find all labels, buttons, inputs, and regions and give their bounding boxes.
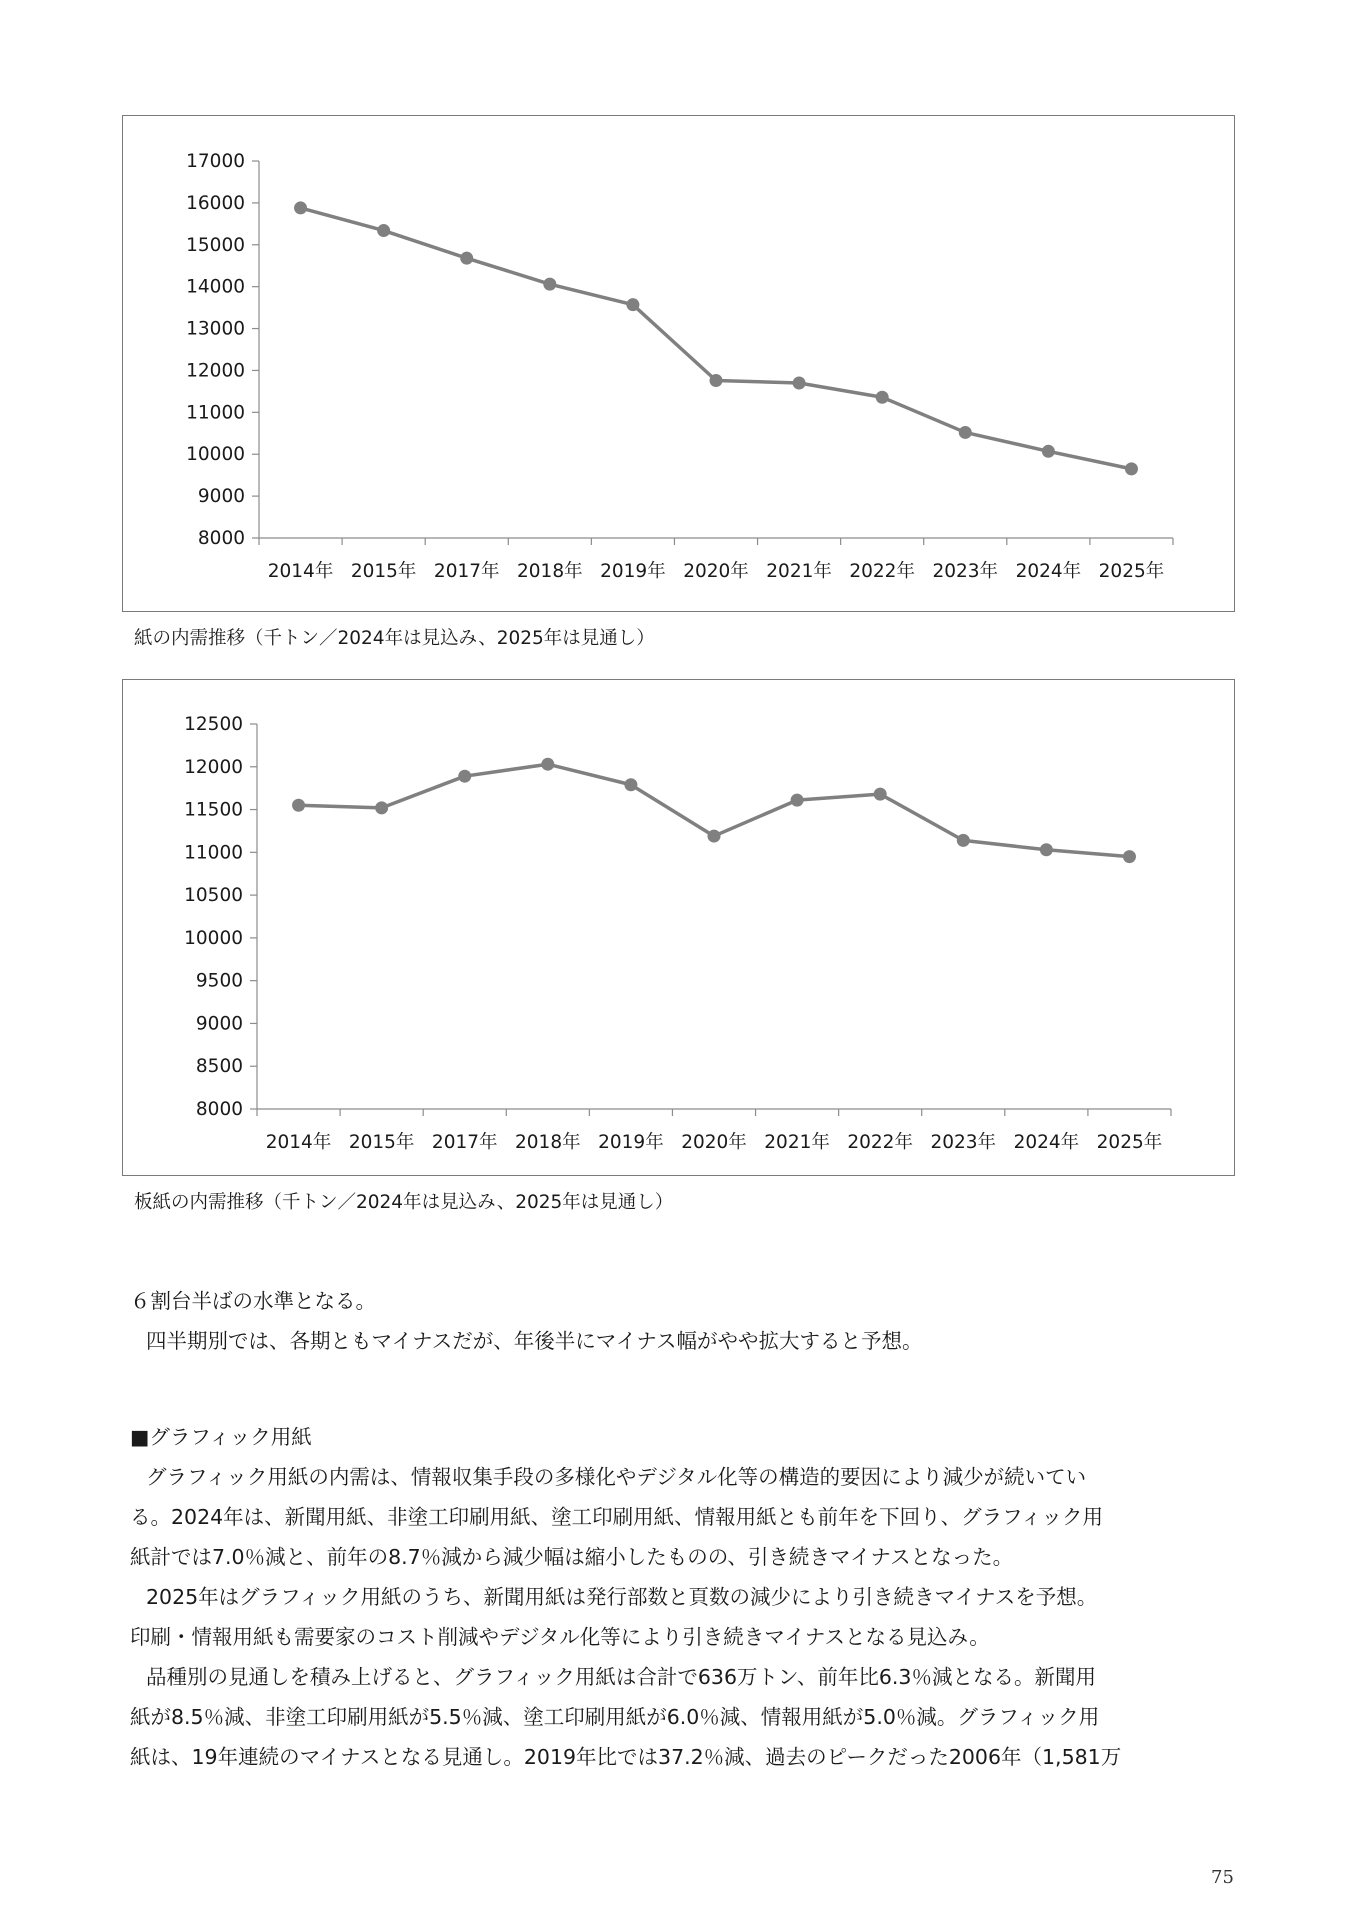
paperboard-demand-chart-caption: 板紙の内需推移（千トン／2024年は見込み、2025年は見通し）: [134, 1192, 674, 1213]
text-line: 紙は、19年連続のマイナスとなる見通し。2019年比では37.2％減、過去のピークだった2006年（1,581万: [130, 1745, 1122, 1769]
y-tick-label: 12000: [184, 756, 243, 778]
x-tick-label: 2024年: [1013, 1132, 1080, 1153]
y-tick-label: 8500: [195, 1056, 243, 1078]
x-tick-label: 2014年: [265, 1132, 332, 1153]
data-point: [710, 374, 723, 387]
text-line: 品種別の見通しを積み上げると、グラフィック用紙は合計で636万トン、前年比6.3％減となる。新聞用: [146, 1665, 1096, 1689]
text-line: グラフィック用紙の内需は、情報収集手段の多様化やデジタル化等の構造的要因により減少が続いてい: [146, 1465, 1087, 1489]
x-tick-label: 2018年: [515, 1132, 581, 1153]
x-tick-label: 2021年: [766, 561, 832, 582]
y-tick-label: 13000: [186, 318, 245, 340]
y-tick-label: 10000: [186, 444, 245, 466]
data-point: [1125, 462, 1138, 475]
x-tick-label: 2020年: [683, 561, 749, 582]
y-tick-label: 9000: [197, 486, 245, 508]
series-line: [299, 764, 1130, 856]
data-point: [543, 278, 556, 291]
series-line: [301, 208, 1132, 469]
x-tick-label: 2019年: [598, 1132, 664, 1153]
y-tick-label: 11000: [186, 402, 245, 424]
y-tick-label: 9000: [195, 1013, 243, 1035]
data-point: [1123, 850, 1136, 863]
data-point: [624, 778, 637, 791]
x-tick-label: 2025年: [1096, 1132, 1163, 1153]
x-tick-label: 2014年: [267, 561, 334, 582]
text-line: 四半期別では、各期ともマイナスだが、年後半にマイナス幅がやや拡大すると予想。: [146, 1329, 923, 1353]
text-line: 2025年はグラフィック用紙のうち、新聞用紙は発行部数と頁数の減少により引き続きマイナスを予想。: [146, 1585, 1098, 1609]
graphic-paper-section: [130, 1417, 1240, 1777]
x-tick-label: 2017年: [433, 561, 500, 582]
y-tick-label: 12500: [184, 714, 243, 735]
page-number: 75: [1211, 1867, 1234, 1888]
data-point: [375, 801, 388, 814]
section-heading: ■グラフィック用紙: [130, 1425, 312, 1449]
paper-demand-chart-caption: 紙の内需推移（千トン／2024年は見込み、2025年は見通し）: [134, 628, 655, 649]
y-tick-label: 11500: [184, 799, 243, 821]
intro-text: [130, 1281, 1240, 1361]
y-tick-label: 10500: [184, 885, 243, 907]
y-tick-label: 12000: [186, 360, 245, 382]
data-point: [959, 426, 972, 439]
y-tick-label: 8000: [197, 528, 245, 549]
y-tick-label: 17000: [186, 151, 245, 172]
data-point: [460, 252, 473, 265]
data-point: [294, 201, 307, 214]
x-tick-label: 2015年: [350, 561, 417, 582]
data-point: [791, 794, 804, 807]
data-point: [957, 834, 970, 847]
paper-demand-chart-svg: [123, 116, 1233, 610]
text-line: る。2024年は、新聞用紙、非塗工印刷用紙、塗工印刷用紙、情報用紙とも前年を下回り、グラフィック用: [130, 1505, 1104, 1529]
text-line: 紙が8.5％減、非塗工印刷用紙が5.5％減、塗工印刷用紙が6.0％減、情報用紙が5.0％減。グラフィック用: [130, 1705, 1100, 1729]
x-tick-label: 2019年: [600, 561, 666, 582]
paperboard-demand-chart-svg: [123, 680, 1233, 1174]
text-line: ６割台半ばの水準となる。: [130, 1289, 376, 1313]
y-tick-label: 14000: [186, 276, 245, 298]
data-point: [876, 391, 889, 404]
data-point: [1040, 843, 1053, 856]
y-tick-label: 11000: [184, 842, 243, 864]
x-tick-label: 2021年: [764, 1132, 830, 1153]
x-tick-label: 2024年: [1015, 561, 1082, 582]
y-tick-label: 10000: [184, 927, 243, 949]
data-point: [458, 770, 471, 783]
x-tick-label: 2023年: [930, 1132, 997, 1153]
text-line: 印刷・情報用紙も需要家のコスト削減やデジタル化等により引き続きマイナスとなる見込み。: [130, 1625, 990, 1649]
paper-demand-chart: [122, 115, 1235, 612]
x-tick-label: 2025年: [1098, 561, 1165, 582]
x-tick-label: 2017年: [431, 1132, 498, 1153]
text-line: 紙計では7.0％減と、前年の8.7％減から減少幅は縮小したものの、引き続きマイナスとなった。: [130, 1545, 1014, 1569]
y-tick-label: 9500: [195, 970, 243, 992]
x-tick-label: 2018年: [517, 561, 583, 582]
x-tick-label: 2020年: [681, 1132, 747, 1153]
data-point: [626, 298, 639, 311]
y-tick-label: 8000: [195, 1099, 243, 1120]
data-point: [708, 830, 721, 843]
y-tick-label: 16000: [186, 192, 245, 214]
x-tick-label: 2022年: [847, 1132, 913, 1153]
data-point: [541, 758, 554, 771]
data-point: [292, 799, 305, 812]
x-tick-label: 2023年: [932, 561, 999, 582]
data-point: [1042, 445, 1055, 458]
x-tick-label: 2022年: [849, 561, 915, 582]
paperboard-demand-chart: [122, 679, 1235, 1176]
data-point: [793, 377, 806, 390]
y-tick-label: 15000: [186, 234, 245, 256]
data-point: [874, 788, 887, 801]
data-point: [377, 224, 390, 237]
x-tick-label: 2015年: [348, 1132, 415, 1153]
